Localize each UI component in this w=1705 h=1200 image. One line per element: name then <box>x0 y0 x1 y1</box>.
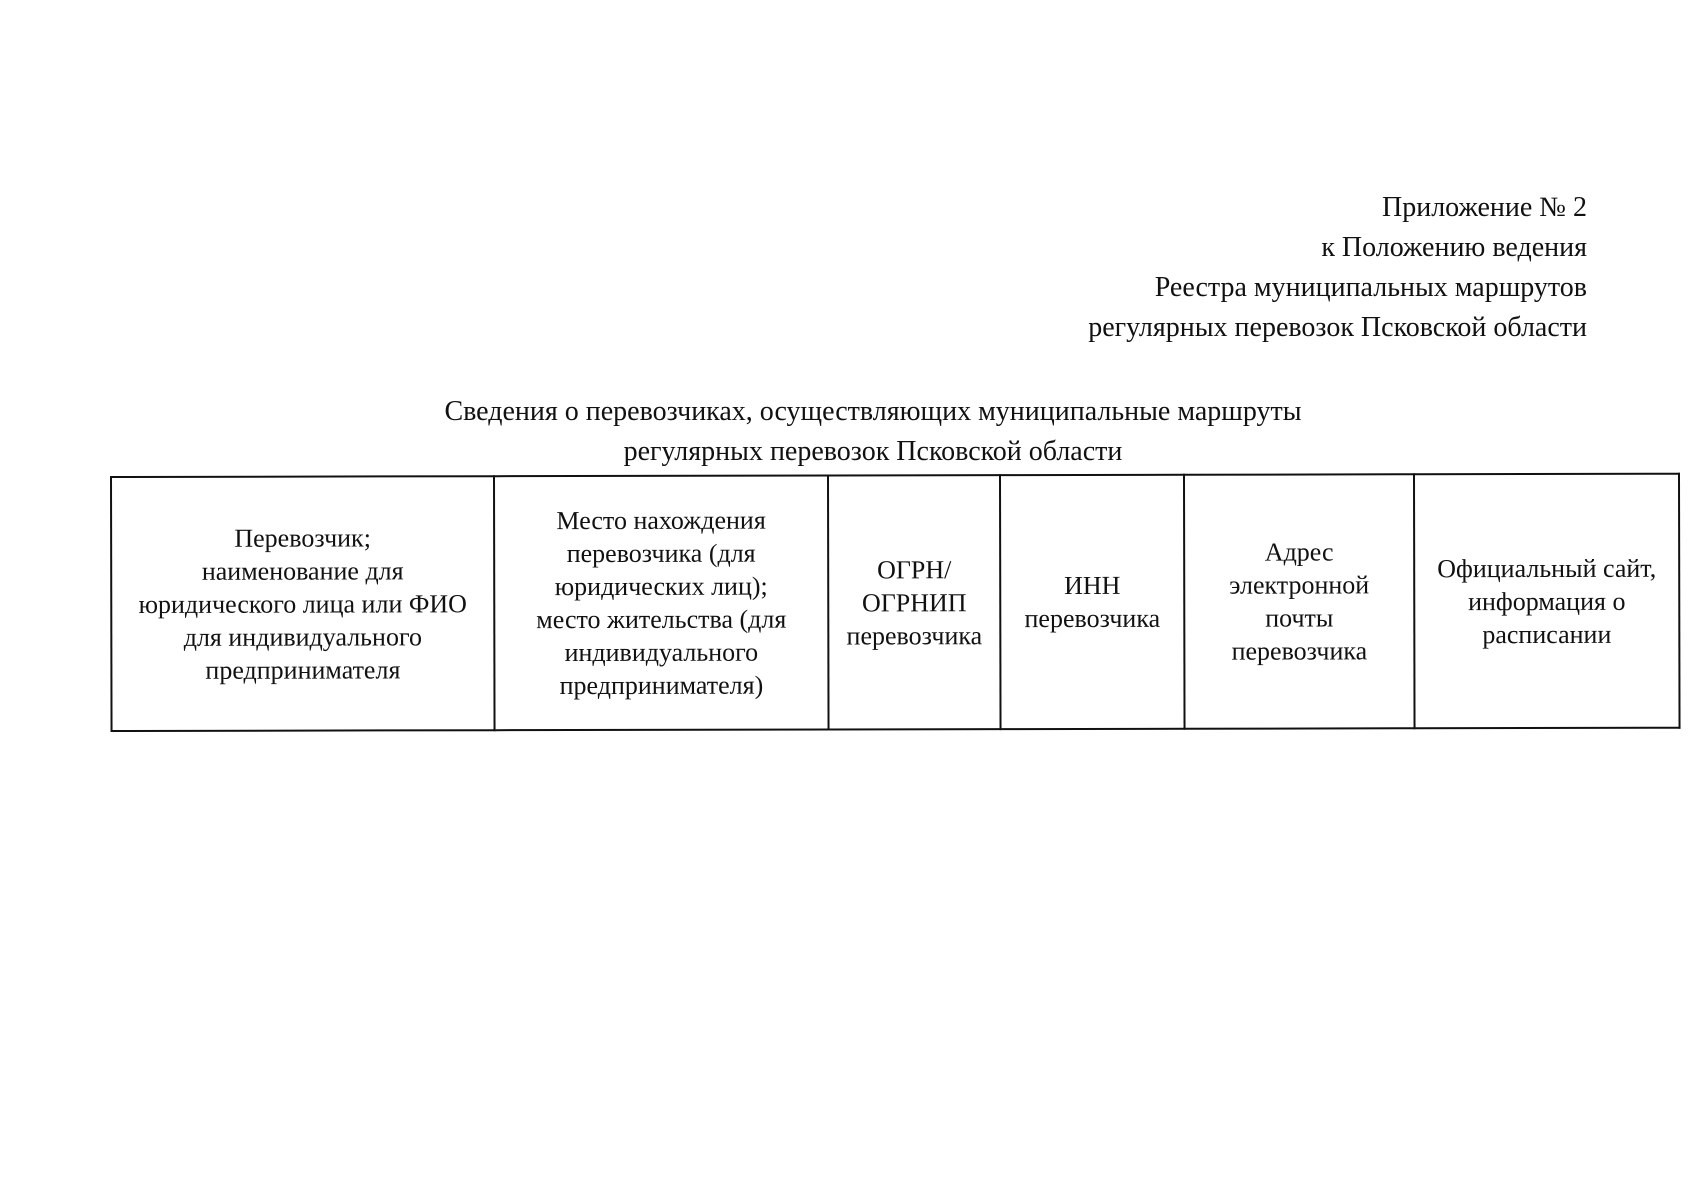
carriers-table <box>110 473 1681 732</box>
header-carrier-location: Место нахождения перевозчика (для юридических лиц); место жительства (для индивидуального предпринимателя) <box>494 475 829 730</box>
header-email: Адрес электронной почты перевозчика <box>1184 474 1415 728</box>
header-website: Официальный сайт, информация о расписании <box>1414 474 1680 729</box>
header-carrier-name: Перевозчик; наименование для юридического лица или ФИО для индивидуального предпринимателя <box>111 476 495 731</box>
header-ogrn: ОГРН/ ОГРНИП перевозчика <box>828 475 1001 729</box>
appendix-reference <box>1088 188 1587 348</box>
appendix-registry: Реестра муниципальных маршрутов <box>1154 272 1587 303</box>
appendix-regulation: к Положению ведения <box>1321 232 1587 263</box>
document-title <box>0 392 1705 472</box>
document-title-line-1: Сведения о перевозчиках, осуществляющих муниципальные маршруты <box>444 396 1302 427</box>
appendix-number: Приложение № 2 <box>1382 192 1587 223</box>
appendix-region: регулярных перевозок Псковской области <box>1088 312 1587 343</box>
table-header-row <box>111 474 1680 731</box>
header-inn: ИНН перевозчика <box>1000 475 1185 729</box>
document-title-line-2: регулярных перевозок Псковской области <box>623 436 1123 467</box>
